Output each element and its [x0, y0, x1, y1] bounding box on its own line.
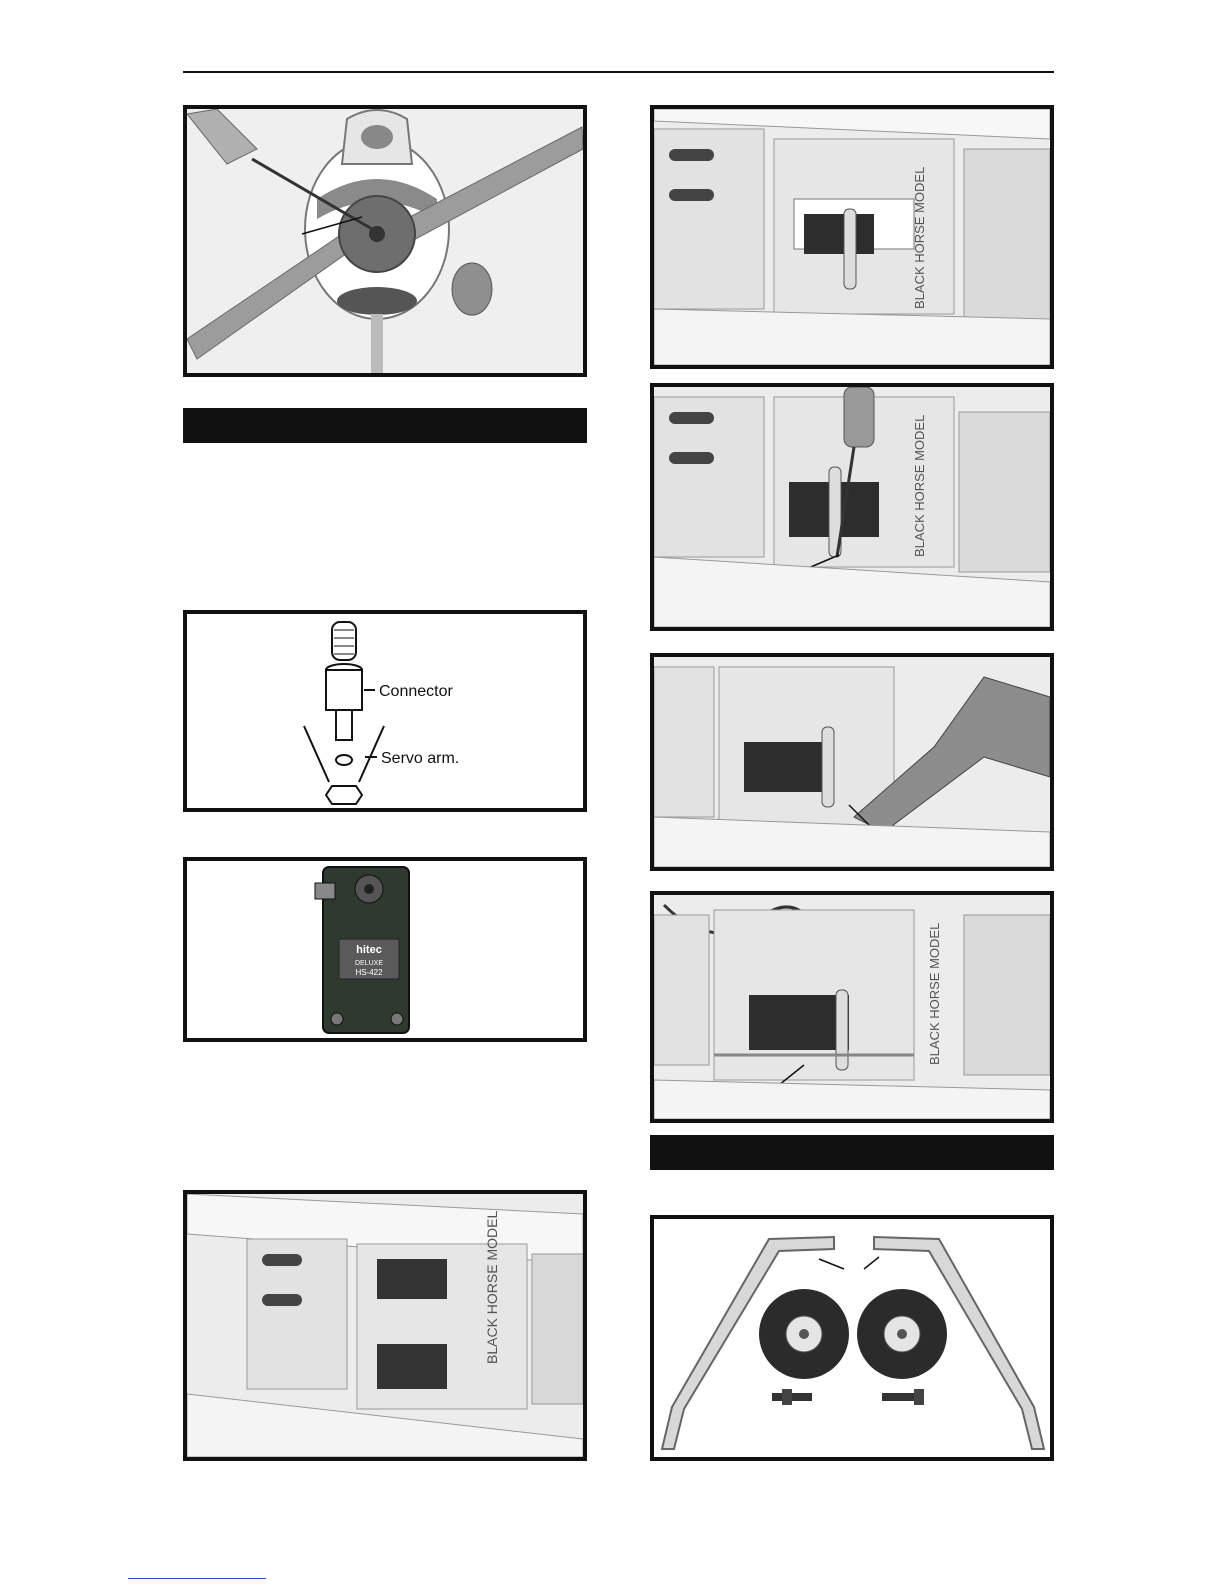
photo-servo — [183, 857, 587, 1042]
section-heading-bar-right — [650, 1135, 1054, 1170]
servo-pushrod-illustration — [654, 895, 1050, 1119]
servo-arm-label: Servo arm. — [381, 750, 460, 767]
propeller-illustration — [187, 109, 583, 373]
fuselage-stamp-text-2: BLACK HORSE MODEL — [912, 166, 927, 309]
photo-landing-gear-parts — [650, 1215, 1054, 1461]
photo-servo-installed-1 — [650, 105, 1054, 369]
fuselage-empty-illustration — [187, 1194, 583, 1457]
connector-diagram — [183, 610, 587, 812]
servo-installed-1-illustration — [654, 109, 1050, 365]
photo-servo-pushrod — [650, 891, 1054, 1123]
servo-illustration — [187, 861, 583, 1038]
connector-label: Connector — [379, 683, 453, 700]
bottom-link-underline — [128, 1578, 266, 1579]
landing-gear-illustration — [654, 1219, 1050, 1457]
photo-propeller-spinner — [183, 105, 587, 377]
connector-illustration — [187, 614, 583, 808]
servo-screwdriver-illustration — [654, 387, 1050, 627]
servo-model-text: HS-422 — [355, 968, 383, 977]
servo-line-text: DELUXE — [354, 960, 384, 967]
photo-servo-cutters — [650, 653, 1054, 871]
fuselage-stamp-text-4: BLACK HORSE MODEL — [927, 922, 942, 1065]
section-heading-bar-left — [183, 408, 587, 443]
servo-cutters-illustration — [654, 657, 1050, 867]
header-rule — [183, 71, 1054, 73]
servo-brand-text: hitec — [356, 944, 382, 956]
fuselage-stamp-text-3: BLACK HORSE MODEL — [912, 414, 927, 557]
photo-servo-screwdriver — [650, 383, 1054, 631]
photo-fuselage-empty — [183, 1190, 587, 1461]
fuselage-stamp-text-1: BLACK HORSE MODEL — [484, 1210, 500, 1364]
